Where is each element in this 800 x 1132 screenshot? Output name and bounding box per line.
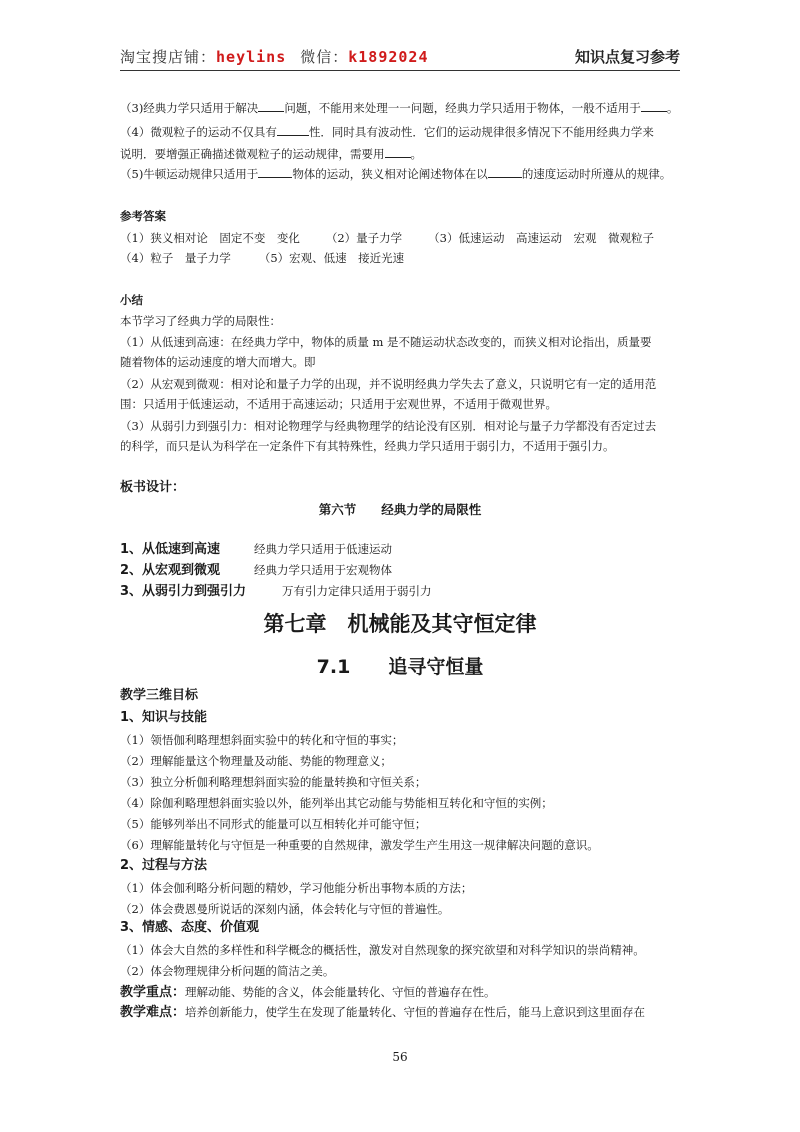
knowledge-item: （5）能够列举出不同形式的能量可以互相转化并可能守恒； bbox=[120, 817, 427, 831]
goals-title: 教学三维目标 bbox=[120, 688, 199, 703]
answer-blank bbox=[258, 101, 284, 112]
focus-label: 教学重点： bbox=[120, 985, 186, 1000]
board-item: 1、从低速到高速 经典力学只适用于低速运动 bbox=[120, 542, 392, 557]
teaching-difficulty bbox=[120, 1004, 680, 1021]
exercise-4: （4）微观粒子的运动不仅具有 性．同时具有波动性．它们的运动规律很多情况下不能用经典力学来 bbox=[120, 125, 654, 139]
process-item: （2）体会费恩曼所说话的深刻内涵，体会转化与守恒的普遍性。 bbox=[120, 902, 450, 916]
answer-blank bbox=[641, 101, 667, 112]
summary-title: 小结 bbox=[120, 293, 143, 307]
shop-name: heylins bbox=[216, 48, 287, 66]
answers-title: 参考答案 bbox=[120, 209, 166, 223]
board-item: 2、从宏观到微观 经典力学只适用于宏观物体 bbox=[120, 563, 392, 578]
knowledge-item: （6）理解能量转化与守恒是一种重要的自然规律，激发学生产生用这一规律解决问题的意识。 bbox=[120, 838, 599, 852]
knowledge-item: （1）领悟伽利略理想斜面实验中的转化和守恒的事实； bbox=[120, 733, 404, 747]
answer-blank bbox=[258, 167, 292, 178]
answers-row-1: （1）狭义相对论 固定不变 变化 （2）量子力学 （3）低速运动 高速运动 宏观 微观粒子 bbox=[120, 231, 654, 245]
answers-row-2: （4）粒子 量子力学 （5）宏观、低速 接近光速 bbox=[120, 251, 405, 265]
teaching-focus bbox=[120, 984, 680, 1001]
difficulty-text: 培养创新能力，使学生在发现了能量转化、守恒的普遍存在性后，能马上意识到这里面存在 bbox=[185, 1005, 646, 1019]
board-item: 3、从弱引力到强引力 万有引力定律只适用于弱引力 bbox=[120, 584, 432, 599]
board-section-title: 第六节 经典力学的局限性 bbox=[318, 502, 482, 517]
emotion-item: （1）体会大自然的多样性和科学概念的概括性，激发对自然现象的探究欲望和对科学知识的崇尚精神。 bbox=[120, 943, 645, 957]
summary-p3-line2: 的科学，而只是认为科学在一定条件下有其特殊性，经典力学只适用于弱引力，不适用于强引力。 bbox=[120, 439, 615, 453]
answer-blank bbox=[385, 147, 411, 158]
header-contact bbox=[120, 46, 429, 67]
wechat-id: k1892024 bbox=[348, 48, 429, 66]
exercise-3: （3)经典力学只适用于解决 问题，不能用来处理一一问题，经典力学只适用于物体，一般不适用于 。 bbox=[120, 101, 679, 115]
page-number: 56 bbox=[392, 1050, 408, 1064]
process-title: 2、过程与方法 bbox=[120, 858, 208, 873]
summary-p1-line2: 随着物体的运动速度的增大而增大。即 bbox=[120, 355, 316, 369]
knowledge-title: 1、知识与技能 bbox=[120, 710, 208, 725]
knowledge-item: （3）独立分析伽利略理想斜面实验的能量转换和守恒关系； bbox=[120, 775, 427, 789]
exercise-5: （5)牛顿运动规律只适用于 物体的运动，狭义相对论阐述物体在以 的速度运动时所遵从的规律。 bbox=[120, 167, 672, 181]
emotion-title: 3、情感、态度、价值观 bbox=[120, 920, 260, 935]
process-item: （1）体会伽利略分析问题的精妙，学习他能分析出事物本质的方法； bbox=[120, 881, 473, 895]
wechat-label: 微信： bbox=[300, 48, 349, 66]
summary-p2-line2: 围：只适用于低速运动，不适用于高速运动；只适用于宏观世界，不适用于微观世界。 bbox=[120, 397, 557, 411]
exercise-4-cont: 说明．要增强正确描述微观粒子的运动规律，需要用 。 bbox=[120, 147, 422, 161]
board-title: 板书设计： bbox=[120, 480, 186, 495]
summary-p2-line1: （2）从宏观到微观：相对论和量子力学的出现，并不说明经典力学失去了意义，只说明它有一定的适用范 bbox=[120, 377, 657, 391]
knowledge-item: （4）除伽利略理想斜面实验以外，能列举出其它动能与势能相互转化和守恒的实例； bbox=[120, 796, 553, 810]
summary-p1-line1: （1）从低速到高速：在经典力学中，物体的质量 m 是不随运动状态改变的，而狭义相对论指出，质量要 bbox=[120, 335, 652, 349]
knowledge-item: （2）理解能量这个物理量及动能、势能的物理意义； bbox=[120, 754, 392, 768]
focus-text: 理解动能、势能的含义，体会能量转化、守恒的普遍存在性。 bbox=[185, 985, 496, 999]
header-title: 知识点复习参考 bbox=[574, 48, 680, 66]
chapter-title: 第七章 机械能及其守恒定律 bbox=[263, 612, 537, 636]
answer-blank bbox=[277, 125, 309, 136]
answer-blank bbox=[488, 167, 522, 178]
summary-p3-line1: （3）从弱引力到强引力：相对论物理学与经典物理学的结论没有区别．相对论与量子力学都没有否定过去 bbox=[120, 419, 657, 433]
emotion-item: （2）体会物理规律分析问题的简洁之美。 bbox=[120, 964, 335, 978]
summary-intro: 本节学习了经典力学的局限性： bbox=[120, 314, 281, 328]
page-header bbox=[120, 44, 680, 71]
difficulty-label: 教学难点： bbox=[120, 1005, 186, 1020]
shop-label: 淘宝搜店铺： bbox=[120, 48, 217, 66]
section-title: 7.1 追寻守恒量 bbox=[316, 656, 484, 678]
